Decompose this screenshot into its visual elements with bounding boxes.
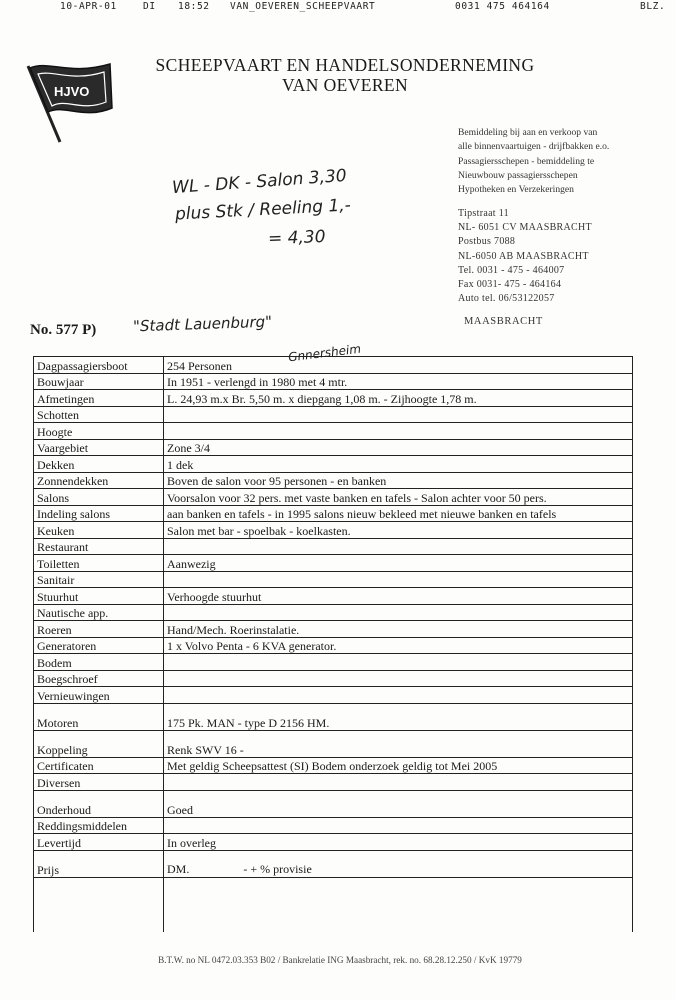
spec-value: 175 Pk. MAN - type D 2156 HM.	[164, 703, 633, 730]
price-prefix: DM.	[167, 862, 190, 877]
spec-row	[34, 390, 633, 407]
reference-number: No. 577 P)	[30, 322, 97, 338]
spec-value: Salon met bar - spoelbak - koelkasten.	[164, 522, 633, 539]
service-line: alle binnenvaartuigen - drijfbakken e.o.	[458, 141, 610, 153]
spec-value	[164, 654, 633, 671]
spec-label: Bodem	[34, 654, 164, 671]
company-flag-logo	[14, 52, 124, 144]
spec-value	[164, 687, 633, 704]
spec-row	[34, 774, 633, 791]
spec-value: Zone 3/4	[164, 439, 633, 456]
spec-label: Dekken	[34, 456, 164, 473]
fax-time: 18:52	[178, 1, 210, 12]
spec-label: Indeling salons	[34, 505, 164, 522]
spec-value	[164, 850, 633, 877]
company-address	[458, 207, 673, 306]
spec-label: Sanitair	[34, 571, 164, 588]
address-line: Auto tel. 06/53122057	[458, 293, 555, 305]
address-line: NL-6050 AB MAASBRACHT	[458, 250, 589, 262]
spec-row	[34, 757, 633, 774]
spec-row	[34, 670, 633, 687]
price-redaction	[192, 865, 240, 877]
address-line: NL- 6051 CV MAASBRACHT	[458, 222, 592, 234]
flag-text: HJVO	[54, 84, 90, 99]
fax-phone: 0031 475 464164	[455, 1, 550, 12]
spec-value: Renk SWV 16 -	[164, 730, 633, 757]
spec-label: Certificaten	[34, 757, 164, 774]
spec-row	[34, 817, 633, 834]
location-label: MAASBRACHT	[464, 316, 543, 327]
spec-value: 1 dek	[164, 456, 633, 473]
spec-label: Keuken	[34, 522, 164, 539]
footer-registration: B.T.W. no NL 0472.03.353 B02 / Bankrelatie ING Maasbracht, rek. no. 68.28.12.250 / KvK 19779	[158, 955, 522, 965]
spec-row	[34, 703, 633, 730]
spec-row	[34, 373, 633, 390]
spec-value: 1 x Volvo Penta - 6 KVA generator.	[164, 637, 633, 654]
spec-row	[34, 522, 633, 539]
company-name	[130, 55, 560, 95]
spec-value	[164, 817, 633, 834]
address-line: Fax 0031- 475 - 464164	[458, 279, 562, 291]
spec-label: Salons	[34, 489, 164, 506]
spec-label: Zonnendekken	[34, 472, 164, 489]
spec-row	[34, 505, 633, 522]
spec-value	[164, 406, 633, 423]
spec-label: Onderhoud	[34, 790, 164, 817]
spec-label: Reddingsmiddelen	[34, 817, 164, 834]
spec-value: Verhoogde stuurhut	[164, 588, 633, 605]
spec-value: Aanwezig	[164, 555, 633, 572]
spec-label: Koppeling	[34, 730, 164, 757]
spec-label: Dagpassagiersboot	[34, 357, 164, 374]
spec-label: Vaargebiet	[34, 439, 164, 456]
spec-value	[164, 670, 633, 687]
spec-value: Voorsalon voor 32 pers. met vaste banken en tafels - Salon achter voor 50 pers.	[164, 489, 633, 506]
spec-row	[34, 423, 633, 440]
spec-label: Roeren	[34, 621, 164, 638]
spec-value: 254 Personen	[164, 357, 633, 374]
spec-label: Hoogte	[34, 423, 164, 440]
spec-row	[34, 456, 633, 473]
spec-row	[34, 834, 633, 851]
spec-label: Nautische app.	[34, 604, 164, 621]
spec-value: Boven de salon voor 95 personen - en banken	[164, 472, 633, 489]
service-line: Hypotheken en Verzekeringen	[458, 184, 574, 196]
fax-sender: VAN_OEVEREN_SCHEEPVAART	[230, 1, 376, 12]
spec-label: Bouwjaar	[34, 373, 164, 390]
spec-row	[34, 790, 633, 817]
spec-label: Prijs	[34, 850, 164, 877]
ship-spec-table	[33, 356, 633, 932]
spec-row	[34, 472, 633, 489]
fax-header	[0, 0, 676, 14]
handwritten-note-line3: = 4,30	[267, 227, 326, 249]
spec-label: Toiletten	[34, 555, 164, 572]
spec-row	[34, 687, 633, 704]
spec-value-blank	[164, 877, 633, 932]
address-line: Postbus 7088	[458, 236, 516, 248]
spec-row-blank	[34, 877, 633, 932]
spec-value: In overleg	[164, 834, 633, 851]
spec-value	[164, 604, 633, 621]
spec-label: Motoren	[34, 703, 164, 730]
spec-value: Met geldig Scheepsattest (SI) Bodem onderzoek geldig tot Mei 2005	[164, 757, 633, 774]
spec-label: Stuurhut	[34, 588, 164, 605]
spec-label-blank	[34, 877, 164, 932]
spec-row	[34, 571, 633, 588]
spec-label: Levertijd	[34, 834, 164, 851]
spec-value	[164, 423, 633, 440]
handwritten-note-line2: plus Stk / Reeling 1,-	[174, 195, 352, 225]
spec-row	[34, 654, 633, 671]
handwritten-location: Gnnersheim	[287, 341, 362, 365]
address-line: Tipstraat 11	[458, 208, 509, 219]
spec-label: Diversen	[34, 774, 164, 791]
handwritten-ship-name: "Stadt Lauenburg"	[132, 312, 273, 336]
price-suffix: - + % provisie	[243, 862, 312, 877]
service-line: Passagiersschepen - bemiddeling te	[458, 155, 595, 167]
service-line: Bemiddeling bij aan en verkoop van	[458, 127, 598, 138]
fax-date: 10-APR-01	[60, 1, 117, 12]
spec-value	[164, 538, 633, 555]
spec-row	[34, 489, 633, 506]
spec-row	[34, 406, 633, 423]
spec-value	[164, 571, 633, 588]
spec-label: Boegschroef	[34, 670, 164, 687]
spec-row	[34, 621, 633, 638]
spec-value: L. 24,93 m.x Br. 5,50 m. x diepgang 1,08 m. - Zijhoogte 1,78 m.	[164, 390, 633, 407]
spec-value: Hand/Mech. Roerinstalatie.	[164, 621, 633, 638]
spec-value	[164, 774, 633, 791]
spec-label: Vernieuwingen	[34, 687, 164, 704]
fax-day: DI	[143, 1, 156, 12]
spec-value: Goed	[164, 790, 633, 817]
spec-label: Restaurant	[34, 538, 164, 555]
handwritten-note-line1: WL - DK - Salon 3,30	[171, 165, 348, 199]
spec-row	[34, 637, 633, 654]
service-line: Nieuwbouw passagiersschepen	[458, 169, 578, 181]
spec-value: aan banken en tafels - in 1995 salons nieuw bekleed met nieuwe banken en tafels	[164, 505, 633, 522]
address-line: Tel. 0031 - 475 - 464007	[458, 264, 565, 276]
spec-label: Afmetingen	[34, 390, 164, 407]
company-name-line1: SCHEEPVAART EN HANDELSONDERNEMING	[155, 55, 535, 75]
spec-row	[34, 604, 633, 621]
services-list	[458, 126, 673, 197]
spec-row	[34, 357, 633, 374]
spec-row	[34, 439, 633, 456]
spec-label: Generatoren	[34, 637, 164, 654]
spec-label: Schotten	[34, 406, 164, 423]
spec-row	[34, 555, 633, 572]
company-name-line2: VAN OEVEREN	[281, 75, 409, 95]
spec-row	[34, 538, 633, 555]
fax-page: BLZ.	[640, 1, 666, 12]
spec-row	[34, 588, 633, 605]
spec-row	[34, 850, 633, 877]
spec-value: In 1951 - verlengd in 1980 met 4 mtr.	[164, 373, 633, 390]
spec-row	[34, 730, 633, 757]
